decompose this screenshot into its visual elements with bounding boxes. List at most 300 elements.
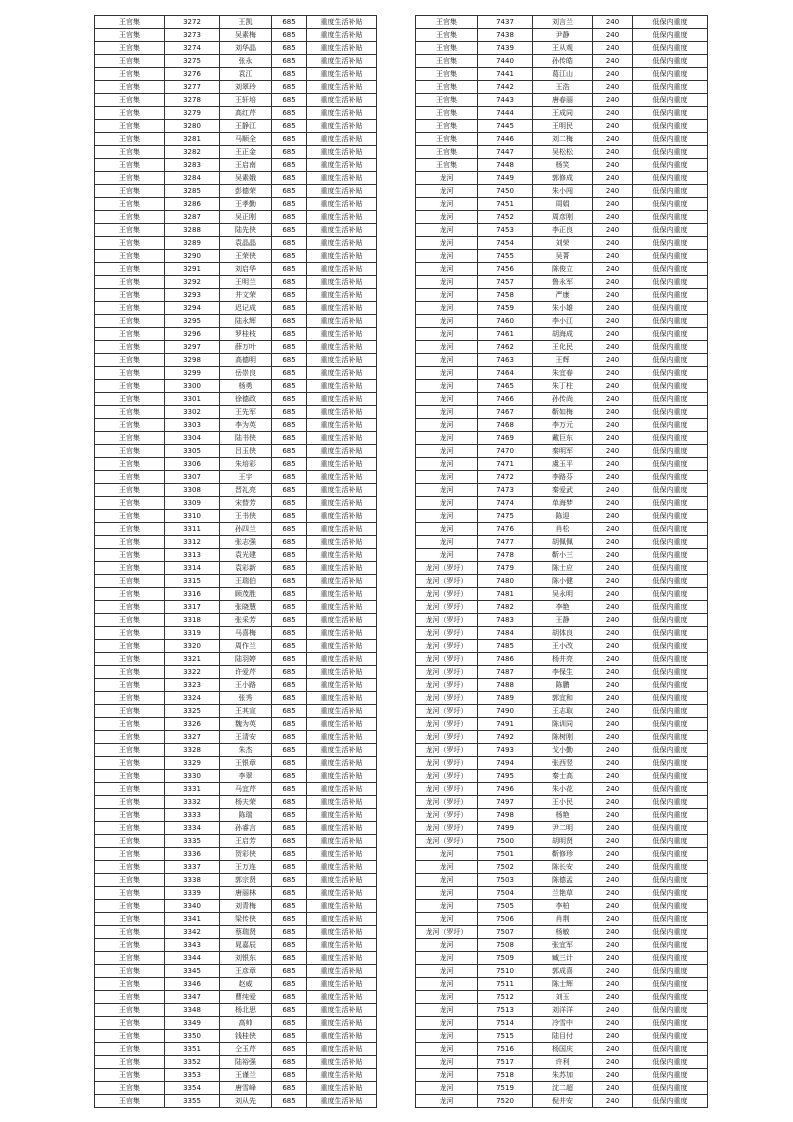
table-row <box>95 939 377 952</box>
cell-name: 杨井亮 <box>533 653 593 666</box>
cell-name: 王先军 <box>220 406 272 419</box>
cell-amount: 240 <box>593 185 633 198</box>
cell-name: 周娟 <box>533 198 593 211</box>
cell-name: 薛万叶 <box>220 341 272 354</box>
cell-subsidy-type: 重度生活补贴 <box>307 211 377 224</box>
cell-amount: 240 <box>593 783 633 796</box>
cell-amount: 685 <box>272 874 307 887</box>
cell-amount: 685 <box>272 848 307 861</box>
cell-id-number: 3339 <box>165 887 220 900</box>
table-row <box>416 81 708 94</box>
cell-amount: 685 <box>272 198 307 211</box>
cell-name: 杨勇 <box>220 380 272 393</box>
table-row <box>95 601 377 614</box>
cell-amount: 240 <box>593 627 633 640</box>
cell-name: 沈二超 <box>533 1082 593 1095</box>
cell-amount: 240 <box>593 393 633 406</box>
cell-name: 陆永辉 <box>220 315 272 328</box>
cell-name: 王从观 <box>533 42 593 55</box>
cell-town: 王官集 <box>95 185 165 198</box>
table-row <box>416 406 708 419</box>
cell-town: 龙河（罗圩） <box>416 575 478 588</box>
cell-id-number: 3344 <box>165 952 220 965</box>
cell-id-number: 7471 <box>478 458 533 471</box>
cell-subsidy-type: 低保内重度 <box>633 562 708 575</box>
cell-subsidy-type: 重度生活补贴 <box>307 809 377 822</box>
cell-id-number: 3297 <box>165 341 220 354</box>
cell-name: 张秀 <box>220 692 272 705</box>
table-row <box>95 640 377 653</box>
cell-id-number: 7515 <box>478 1030 533 1043</box>
cell-name: 秦明军 <box>533 445 593 458</box>
cell-name: 陈瑞 <box>220 809 272 822</box>
cell-town: 龙河 <box>416 1017 478 1030</box>
cell-town: 王官集 <box>95 640 165 653</box>
table-row <box>416 575 708 588</box>
cell-name: 郭成喜 <box>533 965 593 978</box>
cell-id-number: 3334 <box>165 822 220 835</box>
cell-id-number: 7445 <box>478 120 533 133</box>
cell-name: 王成同 <box>533 107 593 120</box>
cell-town: 龙河（罗圩） <box>416 640 478 653</box>
cell-id-number: 3319 <box>165 627 220 640</box>
cell-amount: 240 <box>593 809 633 822</box>
cell-name: 孙四兰 <box>220 523 272 536</box>
cell-amount: 685 <box>272 783 307 796</box>
cell-subsidy-type: 低保内重度 <box>633 770 708 783</box>
cell-amount: 240 <box>593 887 633 900</box>
cell-amount: 240 <box>593 1095 633 1108</box>
cell-subsidy-type: 重度生活补贴 <box>307 562 377 575</box>
cell-id-number: 7513 <box>478 1004 533 1017</box>
cell-subsidy-type: 低保内重度 <box>633 224 708 237</box>
cell-subsidy-type: 重度生活补贴 <box>307 497 377 510</box>
table-row <box>95 848 377 861</box>
cell-amount: 240 <box>593 458 633 471</box>
cell-id-number: 7500 <box>478 835 533 848</box>
cell-amount: 240 <box>593 302 633 315</box>
cell-id-number: 7465 <box>478 380 533 393</box>
cell-amount: 685 <box>272 1017 307 1030</box>
cell-name: 顾茂胜 <box>220 588 272 601</box>
cell-name: 胡体良 <box>533 627 593 640</box>
cell-id-number: 7486 <box>478 653 533 666</box>
cell-town: 龙河 <box>416 1069 478 1082</box>
cell-name: 刘玉 <box>533 991 593 1004</box>
cell-id-number: 3288 <box>165 224 220 237</box>
cell-amount: 685 <box>272 627 307 640</box>
cell-id-number: 3318 <box>165 614 220 627</box>
table-row <box>95 315 377 328</box>
cell-amount: 685 <box>272 354 307 367</box>
cell-subsidy-type: 重度生活补贴 <box>307 952 377 965</box>
cell-name: 王其宣 <box>220 705 272 718</box>
cell-id-number: 3273 <box>165 29 220 42</box>
cell-subsidy-type: 重度生活补贴 <box>307 861 377 874</box>
cell-subsidy-type: 低保内重度 <box>633 250 708 263</box>
table-row <box>416 939 708 952</box>
cell-subsidy-type: 低保内重度 <box>633 692 708 705</box>
cell-name: 吴素娥 <box>220 172 272 185</box>
cell-name: 彭德荣 <box>220 185 272 198</box>
table-row <box>95 120 377 133</box>
cell-id-number: 7520 <box>478 1095 533 1108</box>
cell-town: 王官集 <box>95 874 165 887</box>
cell-town: 龙河 <box>416 250 478 263</box>
cell-name: 倪井安 <box>533 1095 593 1108</box>
cell-id-number: 7463 <box>478 354 533 367</box>
cell-name: 兰艳草 <box>533 887 593 900</box>
cell-amount: 240 <box>593 822 633 835</box>
cell-subsidy-type: 重度生活补贴 <box>307 744 377 757</box>
cell-id-number: 7481 <box>478 588 533 601</box>
cell-subsidy-type: 低保内重度 <box>633 978 708 991</box>
cell-subsidy-type: 重度生活补贴 <box>307 107 377 120</box>
table-row <box>416 315 708 328</box>
cell-amount: 240 <box>593 81 633 94</box>
cell-subsidy-type: 重度生活补贴 <box>307 1056 377 1069</box>
cell-subsidy-type: 重度生活补贴 <box>307 42 377 55</box>
cell-amount: 685 <box>272 250 307 263</box>
cell-town: 龙河 <box>416 848 478 861</box>
cell-amount: 240 <box>593 367 633 380</box>
cell-town: 王官集 <box>95 497 165 510</box>
cell-town: 龙河（罗圩） <box>416 692 478 705</box>
cell-town: 龙河（罗圩） <box>416 770 478 783</box>
cell-town: 王官集 <box>95 536 165 549</box>
cell-id-number: 3282 <box>165 146 220 159</box>
cell-amount: 685 <box>272 341 307 354</box>
cell-town: 王官集 <box>95 354 165 367</box>
cell-amount: 240 <box>593 965 633 978</box>
cell-subsidy-type: 重度生活补贴 <box>307 640 377 653</box>
cell-id-number: 7467 <box>478 406 533 419</box>
table-row <box>95 900 377 913</box>
cell-subsidy-type: 低保内重度 <box>633 1056 708 1069</box>
cell-subsidy-type: 低保内重度 <box>633 796 708 809</box>
cell-id-number: 7491 <box>478 718 533 731</box>
cell-subsidy-type: 重度生活补贴 <box>307 1069 377 1082</box>
table-row <box>95 159 377 172</box>
cell-subsidy-type: 低保内重度 <box>633 484 708 497</box>
cell-subsidy-type: 低保内重度 <box>633 861 708 874</box>
cell-town: 王官集 <box>95 159 165 172</box>
table-row <box>416 1043 708 1056</box>
cell-amount: 685 <box>272 328 307 341</box>
cell-name: 王启芳 <box>220 835 272 848</box>
cell-name: 刘青梅 <box>220 900 272 913</box>
cell-amount: 240 <box>593 315 633 328</box>
cell-subsidy-type: 低保内重度 <box>633 354 708 367</box>
table-row <box>416 432 708 445</box>
cell-amount: 685 <box>272 1082 307 1095</box>
cell-name: 晁嘉辰 <box>220 939 272 952</box>
cell-amount: 240 <box>593 614 633 627</box>
cell-subsidy-type: 低保内重度 <box>633 913 708 926</box>
table-row <box>416 705 708 718</box>
cell-id-number: 7507 <box>478 926 533 939</box>
cell-amount: 685 <box>272 1043 307 1056</box>
cell-amount: 240 <box>593 835 633 848</box>
table-row <box>416 172 708 185</box>
cell-name: 仝玉芹 <box>220 1043 272 1056</box>
table-row <box>416 601 708 614</box>
cell-id-number: 7458 <box>478 289 533 302</box>
table-row <box>416 965 708 978</box>
cell-subsidy-type: 低保内重度 <box>633 198 708 211</box>
cell-amount: 240 <box>593 601 633 614</box>
cell-name: 蔡瑞贤 <box>220 926 272 939</box>
table-row <box>416 666 708 679</box>
cell-amount: 685 <box>272 432 307 445</box>
right-data-table <box>415 15 708 1108</box>
cell-subsidy-type: 低保内重度 <box>633 549 708 562</box>
cell-id-number: 3274 <box>165 42 220 55</box>
cell-subsidy-type: 低保内重度 <box>633 536 708 549</box>
cell-id-number: 3341 <box>165 913 220 926</box>
table-row <box>416 523 708 536</box>
table-row <box>416 510 708 523</box>
left-data-table <box>94 15 377 1108</box>
cell-town: 王官集 <box>416 29 478 42</box>
cell-town: 王官集 <box>416 94 478 107</box>
cell-amount: 240 <box>593 796 633 809</box>
cell-amount: 685 <box>272 939 307 952</box>
cell-name: 尹二明 <box>533 822 593 835</box>
cell-subsidy-type: 重度生活补贴 <box>307 250 377 263</box>
table-row <box>416 822 708 835</box>
cell-name: 胡海成 <box>533 328 593 341</box>
table-row <box>416 224 708 237</box>
cell-town: 龙河 <box>416 185 478 198</box>
cell-name: 戈小勤 <box>533 744 593 757</box>
cell-amount: 685 <box>272 510 307 523</box>
cell-town: 龙河（罗圩） <box>416 588 478 601</box>
cell-subsidy-type: 低保内重度 <box>633 16 708 29</box>
cell-name: 冷雪中 <box>533 1017 593 1030</box>
cell-town: 王官集 <box>416 146 478 159</box>
cell-town: 王官集 <box>95 133 165 146</box>
cell-id-number: 3311 <box>165 523 220 536</box>
cell-town: 王官集 <box>95 471 165 484</box>
table-row <box>416 1095 708 1108</box>
cell-subsidy-type: 重度生活补贴 <box>307 16 377 29</box>
cell-id-number: 7464 <box>478 367 533 380</box>
table-row <box>95 94 377 107</box>
cell-subsidy-type: 重度生活补贴 <box>307 419 377 432</box>
cell-subsidy-type: 重度生活补贴 <box>307 692 377 705</box>
cell-name: 刘从先 <box>220 1095 272 1108</box>
table-row <box>95 393 377 406</box>
cell-subsidy-type: 低保内重度 <box>633 471 708 484</box>
cell-amount: 685 <box>272 393 307 406</box>
cell-amount: 240 <box>593 107 633 120</box>
table-row <box>416 1056 708 1069</box>
cell-amount: 685 <box>272 302 307 315</box>
cell-id-number: 7440 <box>478 55 533 68</box>
cell-id-number: 3330 <box>165 770 220 783</box>
cell-town: 王官集 <box>95 601 165 614</box>
cell-name: 杨夫荣 <box>220 796 272 809</box>
cell-subsidy-type: 重度生活补贴 <box>307 146 377 159</box>
table-row <box>95 302 377 315</box>
table-row <box>416 393 708 406</box>
cell-town: 王官集 <box>416 133 478 146</box>
cell-name: 秦士高 <box>533 770 593 783</box>
cell-town: 龙河 <box>416 276 478 289</box>
cell-amount: 240 <box>593 718 633 731</box>
cell-name: 贺彩侠 <box>220 848 272 861</box>
cell-name: 戴巨东 <box>533 432 593 445</box>
cell-name: 马顺全 <box>220 133 272 146</box>
cell-subsidy-type: 重度生活补贴 <box>307 393 377 406</box>
cell-name: 曹纯爱 <box>220 991 272 1004</box>
cell-town: 龙河（罗圩） <box>416 835 478 848</box>
cell-name: 孙传皓 <box>533 55 593 68</box>
cell-subsidy-type: 重度生活补贴 <box>307 601 377 614</box>
cell-name: 吴菁 <box>533 250 593 263</box>
table-row <box>95 783 377 796</box>
cell-town: 龙河 <box>416 172 478 185</box>
cell-town: 龙河（罗圩） <box>416 679 478 692</box>
table-row <box>416 900 708 913</box>
cell-name: 葛江山 <box>533 68 593 81</box>
cell-name: 李为英 <box>220 419 272 432</box>
cell-name: 王浩 <box>533 81 593 94</box>
cell-name: 胡明贤 <box>533 835 593 848</box>
cell-id-number: 7518 <box>478 1069 533 1082</box>
cell-amount: 240 <box>593 653 633 666</box>
cell-name: 陆书侠 <box>220 432 272 445</box>
cell-subsidy-type: 重度生活补贴 <box>307 367 377 380</box>
table-row <box>416 549 708 562</box>
cell-id-number: 7468 <box>478 419 533 432</box>
cell-id-number: 7472 <box>478 471 533 484</box>
cell-subsidy-type: 重度生活补贴 <box>307 237 377 250</box>
cell-town: 龙河 <box>416 380 478 393</box>
table-row <box>416 198 708 211</box>
cell-name: 朱培彩 <box>220 458 272 471</box>
cell-subsidy-type: 低保内重度 <box>633 510 708 523</box>
cell-name: 严康 <box>533 289 593 302</box>
cell-subsidy-type: 低保内重度 <box>633 432 708 445</box>
cell-id-number: 3301 <box>165 393 220 406</box>
cell-town: 王官集 <box>95 770 165 783</box>
cell-id-number: 7516 <box>478 1043 533 1056</box>
cell-id-number: 7459 <box>478 302 533 315</box>
cell-name: 王孝勤 <box>220 198 272 211</box>
table-row <box>416 926 708 939</box>
cell-subsidy-type: 重度生活补贴 <box>307 276 377 289</box>
table-row <box>95 887 377 900</box>
cell-name: 郭修成 <box>533 172 593 185</box>
cell-amount: 685 <box>272 913 307 926</box>
cell-id-number: 7441 <box>478 68 533 81</box>
table-row <box>95 471 377 484</box>
table-row <box>416 445 708 458</box>
cell-subsidy-type: 重度生活补贴 <box>307 484 377 497</box>
cell-subsidy-type: 低保内重度 <box>633 29 708 42</box>
cell-amount: 685 <box>272 705 307 718</box>
cell-town: 龙河（罗圩） <box>416 731 478 744</box>
cell-id-number: 3291 <box>165 263 220 276</box>
cell-town: 王官集 <box>416 42 478 55</box>
cell-amount: 685 <box>272 185 307 198</box>
cell-name: 刘二梅 <box>533 133 593 146</box>
cell-subsidy-type: 重度生活补贴 <box>307 588 377 601</box>
table-row <box>95 731 377 744</box>
cell-town: 龙河 <box>416 237 478 250</box>
cell-id-number: 3304 <box>165 432 220 445</box>
table-row <box>95 354 377 367</box>
cell-town: 王官集 <box>95 783 165 796</box>
table-row <box>416 341 708 354</box>
cell-amount: 240 <box>593 16 633 29</box>
cell-id-number: 7503 <box>478 874 533 887</box>
cell-amount: 240 <box>593 991 633 1004</box>
cell-amount: 685 <box>272 809 307 822</box>
cell-id-number: 7460 <box>478 315 533 328</box>
cell-id-number: 7479 <box>478 562 533 575</box>
cell-id-number: 7476 <box>478 523 533 536</box>
cell-town: 王官集 <box>95 198 165 211</box>
cell-name: 朱苏加 <box>533 1069 593 1082</box>
cell-town: 王官集 <box>95 1043 165 1056</box>
cell-id-number: 3283 <box>165 159 220 172</box>
cell-amount: 240 <box>593 536 633 549</box>
cell-id-number: 7509 <box>478 952 533 965</box>
cell-town: 王官集 <box>95 718 165 731</box>
cell-amount: 685 <box>272 796 307 809</box>
cell-name: 张志强 <box>220 536 272 549</box>
cell-amount: 685 <box>272 861 307 874</box>
cell-town: 王官集 <box>95 991 165 1004</box>
cell-town: 王官集 <box>95 926 165 939</box>
table-row <box>95 627 377 640</box>
cell-amount: 240 <box>593 705 633 718</box>
table-row <box>416 263 708 276</box>
cell-amount: 685 <box>272 666 307 679</box>
cell-name: 唐丽林 <box>220 887 272 900</box>
table-row <box>416 458 708 471</box>
cell-id-number: 7495 <box>478 770 533 783</box>
cell-id-number: 3338 <box>165 874 220 887</box>
table-row <box>416 380 708 393</box>
table-row <box>95 380 377 393</box>
cell-subsidy-type: 低保内重度 <box>633 107 708 120</box>
cell-town: 王官集 <box>95 107 165 120</box>
cell-id-number: 3348 <box>165 1004 220 1017</box>
cell-town: 王官集 <box>95 887 165 900</box>
cell-subsidy-type: 重度生活补贴 <box>307 55 377 68</box>
cell-town: 龙河 <box>416 458 478 471</box>
cell-id-number: 3285 <box>165 185 220 198</box>
cell-amount: 240 <box>593 484 633 497</box>
cell-name: 张采芳 <box>220 614 272 627</box>
table-row <box>416 133 708 146</box>
cell-town: 龙河（罗圩） <box>416 757 478 770</box>
cell-id-number: 3292 <box>165 276 220 289</box>
cell-name: 杨艳 <box>533 809 593 822</box>
cell-subsidy-type: 低保内重度 <box>633 640 708 653</box>
table-row <box>416 29 708 42</box>
cell-name: 刘洋洋 <box>533 1004 593 1017</box>
cell-amount: 240 <box>593 471 633 484</box>
cell-subsidy-type: 重度生活补贴 <box>307 263 377 276</box>
cell-amount: 685 <box>272 406 307 419</box>
cell-name: 袁彩新 <box>220 562 272 575</box>
cell-subsidy-type: 重度生活补贴 <box>307 939 377 952</box>
